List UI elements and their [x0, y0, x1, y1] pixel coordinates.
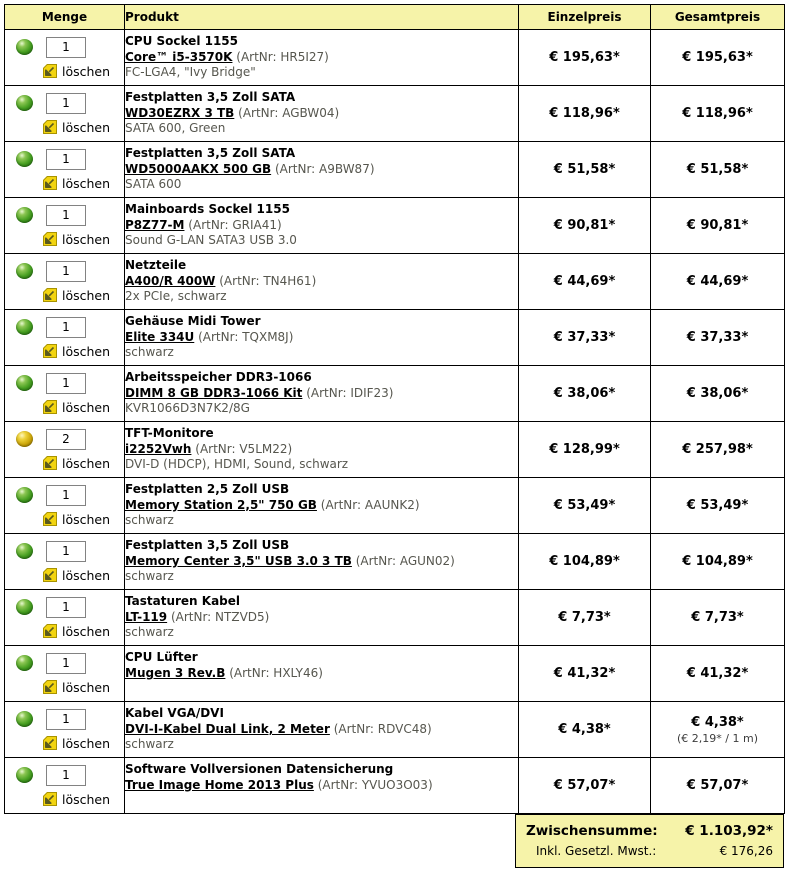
delete-icon[interactable] — [43, 400, 57, 414]
product-article-number: (ArtNr: HXLY46) — [229, 666, 323, 680]
total-price: € 37,33* — [686, 330, 749, 345]
unit-price-cell — [519, 86, 651, 142]
delete-item-button[interactable] — [5, 568, 124, 583]
delete-label[interactable]: löschen — [62, 343, 111, 359]
product-name-link[interactable]: DVI-I-Kabel Dual Link, 2 Meter — [125, 721, 330, 736]
product-article-number: (ArtNr: IDIF23) — [306, 385, 394, 400]
product-category: TFT-Monitore — [125, 426, 214, 441]
product-name-link[interactable]: Memory Station 2,5" 750 GB — [125, 497, 317, 512]
product-article-number: (ArtNr: RDVC48) — [333, 721, 432, 736]
total-price: € 51,58* — [686, 162, 749, 177]
unit-price: € 41,32* — [553, 666, 616, 681]
unit-price-cell — [519, 646, 651, 702]
quantity-cell — [5, 198, 125, 254]
product-category: Kabel VGA/DVI — [125, 706, 224, 721]
stock-status-icon — [16, 767, 33, 783]
delete-label[interactable]: löschen — [62, 511, 111, 527]
vat-label: Inkl. Gesetzl. Mwst.: — [536, 844, 657, 858]
delete-item-button[interactable] — [5, 512, 124, 527]
product-article-number: (ArtNr: AGBW04) — [238, 105, 340, 120]
vat-value: € 176,26 — [719, 844, 773, 858]
product-name-link[interactable]: True Image Home 2013 Plus — [125, 778, 314, 792]
cart-item-row — [5, 198, 785, 254]
product-article-number: (ArtNr: A9BW87) — [274, 161, 375, 176]
total-price-cell — [651, 478, 785, 534]
delete-label[interactable]: löschen — [62, 399, 111, 415]
product-name-link[interactable]: DIMM 8 GB DDR3-1066 Kit — [125, 385, 303, 400]
quantity-cell — [5, 758, 125, 814]
product-cell — [125, 254, 519, 310]
stock-status-icon — [16, 487, 33, 503]
delete-icon[interactable] — [43, 344, 57, 358]
quantity-cell — [5, 30, 125, 86]
unit-price-cell — [519, 702, 651, 758]
delete-item-button[interactable] — [5, 64, 124, 79]
product-category: Netzteile — [125, 258, 187, 273]
product-category: Festplatten 2,5 Zoll USB — [125, 482, 290, 497]
total-price: € 257,98* — [682, 442, 753, 457]
total-price-cell — [651, 310, 785, 366]
subtotal-row — [526, 823, 773, 839]
product-cell — [125, 758, 519, 814]
stock-status-icon — [16, 655, 33, 671]
quantity-input[interactable] — [46, 709, 86, 730]
delete-label[interactable]: löschen — [62, 679, 111, 695]
delete-item-button[interactable] — [5, 176, 124, 191]
total-price: € 38,06* — [686, 386, 749, 401]
unit-price-cell — [519, 534, 651, 590]
product-description: DVI-D (HDCP), HDMI, Sound, schwarz — [125, 457, 349, 472]
total-price: € 104,89* — [682, 554, 753, 569]
cart-item-row — [5, 30, 785, 86]
delete-icon[interactable] — [43, 288, 57, 302]
quantity-cell — [5, 142, 125, 198]
product-cell — [125, 86, 519, 142]
quantity-input[interactable] — [46, 429, 86, 450]
unit-price-cell — [519, 590, 651, 646]
unit-price: € 44,69* — [553, 274, 616, 289]
table-header-row — [5, 5, 785, 30]
cart-item-row — [5, 142, 785, 198]
total-price: € 118,96* — [682, 106, 753, 121]
quantity-cell — [5, 534, 125, 590]
total-price-cell — [651, 366, 785, 422]
total-price: € 4,38* — [691, 714, 744, 730]
delete-label[interactable]: löschen — [62, 119, 111, 135]
unit-price-cell — [519, 422, 651, 478]
delete-item-button[interactable] — [5, 232, 124, 247]
product-name-link[interactable]: Elite 334U — [125, 329, 195, 344]
delete-icon[interactable] — [43, 736, 57, 750]
quantity-input[interactable] — [46, 485, 86, 506]
total-price-cell — [651, 198, 785, 254]
unit-price: € 37,33* — [553, 330, 616, 345]
stock-status-icon — [16, 151, 33, 167]
product-name-link[interactable]: WD5000AAKX 500 GB — [125, 161, 272, 176]
delete-icon[interactable] — [43, 64, 57, 78]
product-category: Mainboards Sockel 1155 — [125, 202, 290, 217]
quantity-cell — [5, 254, 125, 310]
quantity-cell — [5, 310, 125, 366]
stock-status-icon — [16, 207, 33, 223]
total-price: € 41,32* — [686, 666, 749, 681]
stock-status-icon — [16, 543, 33, 559]
stock-status-icon — [16, 263, 33, 279]
total-price-cell — [651, 758, 785, 814]
delete-label[interactable]: löschen — [62, 455, 111, 471]
delete-icon[interactable] — [43, 624, 57, 638]
total-price: € 53,49* — [686, 498, 749, 513]
product-category: Gehäuse Midi Tower — [125, 314, 261, 329]
product-category: Tastaturen Kabel — [125, 594, 241, 609]
product-name-link[interactable]: Core™ i5-3570K — [125, 49, 233, 64]
unit-price-cell — [519, 366, 651, 422]
product-description: KVR1066D3N7K2/8G — [125, 401, 250, 416]
cart-item-row — [5, 366, 785, 422]
product-name-link[interactable]: i2252Vwh — [125, 441, 192, 456]
product-description: SATA 600, Green — [125, 121, 226, 136]
product-name-link[interactable]: Memory Center 3,5" USB 3.0 3 TB — [125, 553, 352, 568]
delete-label[interactable]: löschen — [62, 231, 111, 247]
subtotal-value: € 1.103,92* — [685, 823, 773, 839]
product-article-number: (ArtNr: TN4H61) — [219, 273, 317, 288]
product-name-link[interactable]: WD30EZRX 3 TB — [125, 105, 235, 120]
quantity-input[interactable] — [46, 93, 86, 114]
delete-label[interactable]: löschen — [62, 791, 111, 807]
delete-icon[interactable] — [43, 232, 57, 246]
unit-price: € 90,81* — [553, 218, 616, 233]
column-header-unit-price: Einzelpreis — [519, 5, 651, 30]
product-category: Arbeitsspeicher DDR3-1066 — [125, 370, 312, 385]
delete-icon[interactable] — [43, 792, 57, 806]
stock-status-icon — [16, 39, 33, 55]
product-cell — [125, 478, 519, 534]
quantity-input[interactable] — [46, 541, 86, 562]
product-category: Festplatten 3,5 Zoll SATA — [125, 90, 296, 105]
unit-price: € 195,63* — [549, 50, 620, 65]
delete-item-button[interactable] — [5, 736, 124, 751]
product-category: Festplatten 3,5 Zoll SATA — [125, 146, 296, 161]
delete-item-button[interactable] — [5, 400, 124, 415]
product-category: Festplatten 3,5 Zoll USB — [125, 538, 290, 553]
unit-price: € 104,89* — [549, 554, 620, 569]
total-price-cell — [651, 254, 785, 310]
unit-price-cell — [519, 758, 651, 814]
product-description: schwarz — [125, 345, 174, 360]
product-name-link[interactable]: Mugen 3 Rev.B — [125, 666, 226, 680]
quantity-cell — [5, 86, 125, 142]
product-article-number: (ArtNr: TQXM8J) — [198, 329, 294, 344]
unit-price: € 4,38* — [558, 722, 611, 737]
product-cell — [125, 422, 519, 478]
product-article-number: (ArtNr: V5LM22) — [195, 441, 293, 456]
delete-icon[interactable] — [43, 176, 57, 190]
unit-price-cell — [519, 198, 651, 254]
unit-price: € 118,96* — [549, 106, 620, 121]
cart-item-row — [5, 702, 785, 758]
product-cell — [125, 534, 519, 590]
total-price: € 7,73* — [691, 610, 744, 625]
cart-item-row — [5, 86, 785, 142]
unit-price-cell — [519, 478, 651, 534]
total-price-cell — [651, 86, 785, 142]
product-article-number: (ArtNr: YVUO3O03) — [317, 778, 433, 792]
unit-price: € 57,07* — [553, 778, 616, 793]
delete-item-button[interactable] — [5, 344, 124, 359]
vat-row — [526, 844, 773, 858]
total-price-cell — [651, 590, 785, 646]
quantity-input[interactable] — [46, 205, 86, 226]
cart-item-row — [5, 310, 785, 366]
product-cell — [125, 198, 519, 254]
quantity-cell — [5, 646, 125, 702]
unit-price-cell — [519, 142, 651, 198]
total-price-cell — [651, 534, 785, 590]
quantity-input[interactable] — [46, 597, 86, 618]
unit-price-cell — [519, 310, 651, 366]
subtotal-label: Zwischensumme: — [526, 823, 658, 839]
unit-price-cell — [519, 254, 651, 310]
delete-label[interactable]: löschen — [62, 567, 111, 583]
product-name-link[interactable]: LT-119 — [125, 609, 168, 624]
stock-status-icon — [16, 711, 33, 727]
column-header-quantity: Menge — [5, 5, 125, 30]
total-price: € 44,69* — [686, 274, 749, 289]
shopping-cart-table — [4, 4, 785, 814]
product-cell — [125, 310, 519, 366]
total-price-cell — [651, 702, 785, 758]
stock-status-icon — [16, 95, 33, 111]
product-category: CPU Lüfter — [125, 650, 198, 665]
total-price-cell — [651, 646, 785, 702]
product-cell — [125, 702, 519, 758]
quantity-input[interactable] — [46, 317, 86, 338]
stock-status-icon — [16, 319, 33, 335]
product-category: Software Vollversionen Datensicherung — [125, 762, 394, 777]
delete-icon[interactable] — [43, 512, 57, 526]
stock-status-icon — [16, 431, 33, 447]
delete-item-button[interactable] — [5, 624, 124, 639]
quantity-cell — [5, 366, 125, 422]
quantity-cell — [5, 702, 125, 758]
delete-item-button[interactable] — [5, 288, 124, 303]
product-cell — [125, 590, 519, 646]
product-category: CPU Sockel 1155 — [125, 34, 239, 49]
product-name-link[interactable]: A400/R 400W — [125, 273, 216, 288]
total-price: € 57,07* — [686, 778, 749, 793]
unit-price: € 7,73* — [558, 610, 611, 625]
delete-icon[interactable] — [43, 568, 57, 582]
product-description: schwarz — [125, 569, 174, 584]
delete-icon[interactable] — [43, 120, 57, 134]
product-description: schwarz — [125, 513, 174, 528]
unit-price: € 51,58* — [553, 162, 616, 177]
quantity-input[interactable] — [46, 149, 86, 170]
product-description: FC-LGA4, "Ivy Bridge" — [125, 65, 256, 80]
quantity-input[interactable] — [46, 765, 86, 786]
unit-price-cell — [519, 30, 651, 86]
delete-label[interactable]: löschen — [62, 287, 111, 303]
product-name-link[interactable]: P8Z77-M — [125, 217, 185, 232]
cart-item-row — [5, 478, 785, 534]
product-article-number: (ArtNr: AGUN02) — [355, 553, 455, 568]
delete-icon[interactable] — [43, 456, 57, 470]
product-description: 2x PCIe, schwarz — [125, 289, 227, 304]
total-price-cell — [651, 30, 785, 86]
quantity-input[interactable] — [46, 653, 86, 674]
delete-label[interactable]: löschen — [62, 63, 111, 79]
cart-item-row — [5, 534, 785, 590]
cart-item-row — [5, 254, 785, 310]
product-description — [125, 682, 518, 697]
quantity-cell — [5, 422, 125, 478]
cart-item-row — [5, 646, 785, 702]
quantity-cell — [5, 590, 125, 646]
product-cell — [125, 646, 519, 702]
product-cell — [125, 366, 519, 422]
delete-label[interactable]: löschen — [62, 735, 111, 751]
delete-item-button[interactable] — [5, 120, 124, 135]
stock-status-icon — [16, 599, 33, 615]
product-description: Sound G-LAN SATA3 USB 3.0 — [125, 233, 297, 248]
unit-price: € 53,49* — [553, 498, 616, 513]
product-cell — [125, 142, 519, 198]
quantity-cell — [5, 478, 125, 534]
cart-table-body — [5, 30, 785, 814]
product-article-number: (ArtNr: NTZVD5) — [170, 609, 270, 624]
cart-item-row — [5, 758, 785, 814]
product-description: schwarz — [125, 737, 174, 752]
quantity-input[interactable] — [46, 261, 86, 282]
cart-item-row — [5, 590, 785, 646]
product-description: SATA 600 — [125, 177, 182, 192]
delete-label[interactable]: löschen — [62, 175, 111, 191]
delete-label[interactable]: löschen — [62, 623, 111, 639]
product-description: schwarz — [125, 625, 174, 640]
product-article-number: (ArtNr: GRIA41) — [188, 217, 282, 232]
total-price-cell — [651, 422, 785, 478]
unit-price: € 128,99* — [549, 442, 620, 457]
cart-item-row — [5, 422, 785, 478]
delete-item-button[interactable] — [5, 680, 124, 695]
unit-price: € 38,06* — [553, 386, 616, 401]
quantity-input[interactable] — [46, 37, 86, 58]
delete-item-button[interactable] — [5, 456, 124, 471]
product-cell — [125, 30, 519, 86]
stock-status-icon — [16, 375, 33, 391]
delete-icon[interactable] — [43, 680, 57, 694]
column-header-total-price: Gesamtpreis — [651, 5, 785, 30]
product-article-number: (ArtNr: AAUNK2) — [320, 497, 420, 512]
total-price-note: (€ 2,19* / 1 m) — [677, 731, 758, 745]
total-price: € 90,81* — [686, 218, 749, 233]
quantity-input[interactable] — [46, 373, 86, 394]
delete-item-button[interactable] — [5, 792, 124, 807]
total-price-cell — [651, 142, 785, 198]
product-article-number: (ArtNr: HR5I27) — [236, 49, 329, 64]
column-header-product: Produkt — [125, 5, 519, 30]
product-description — [125, 794, 518, 809]
total-price: € 195,63* — [682, 50, 753, 65]
